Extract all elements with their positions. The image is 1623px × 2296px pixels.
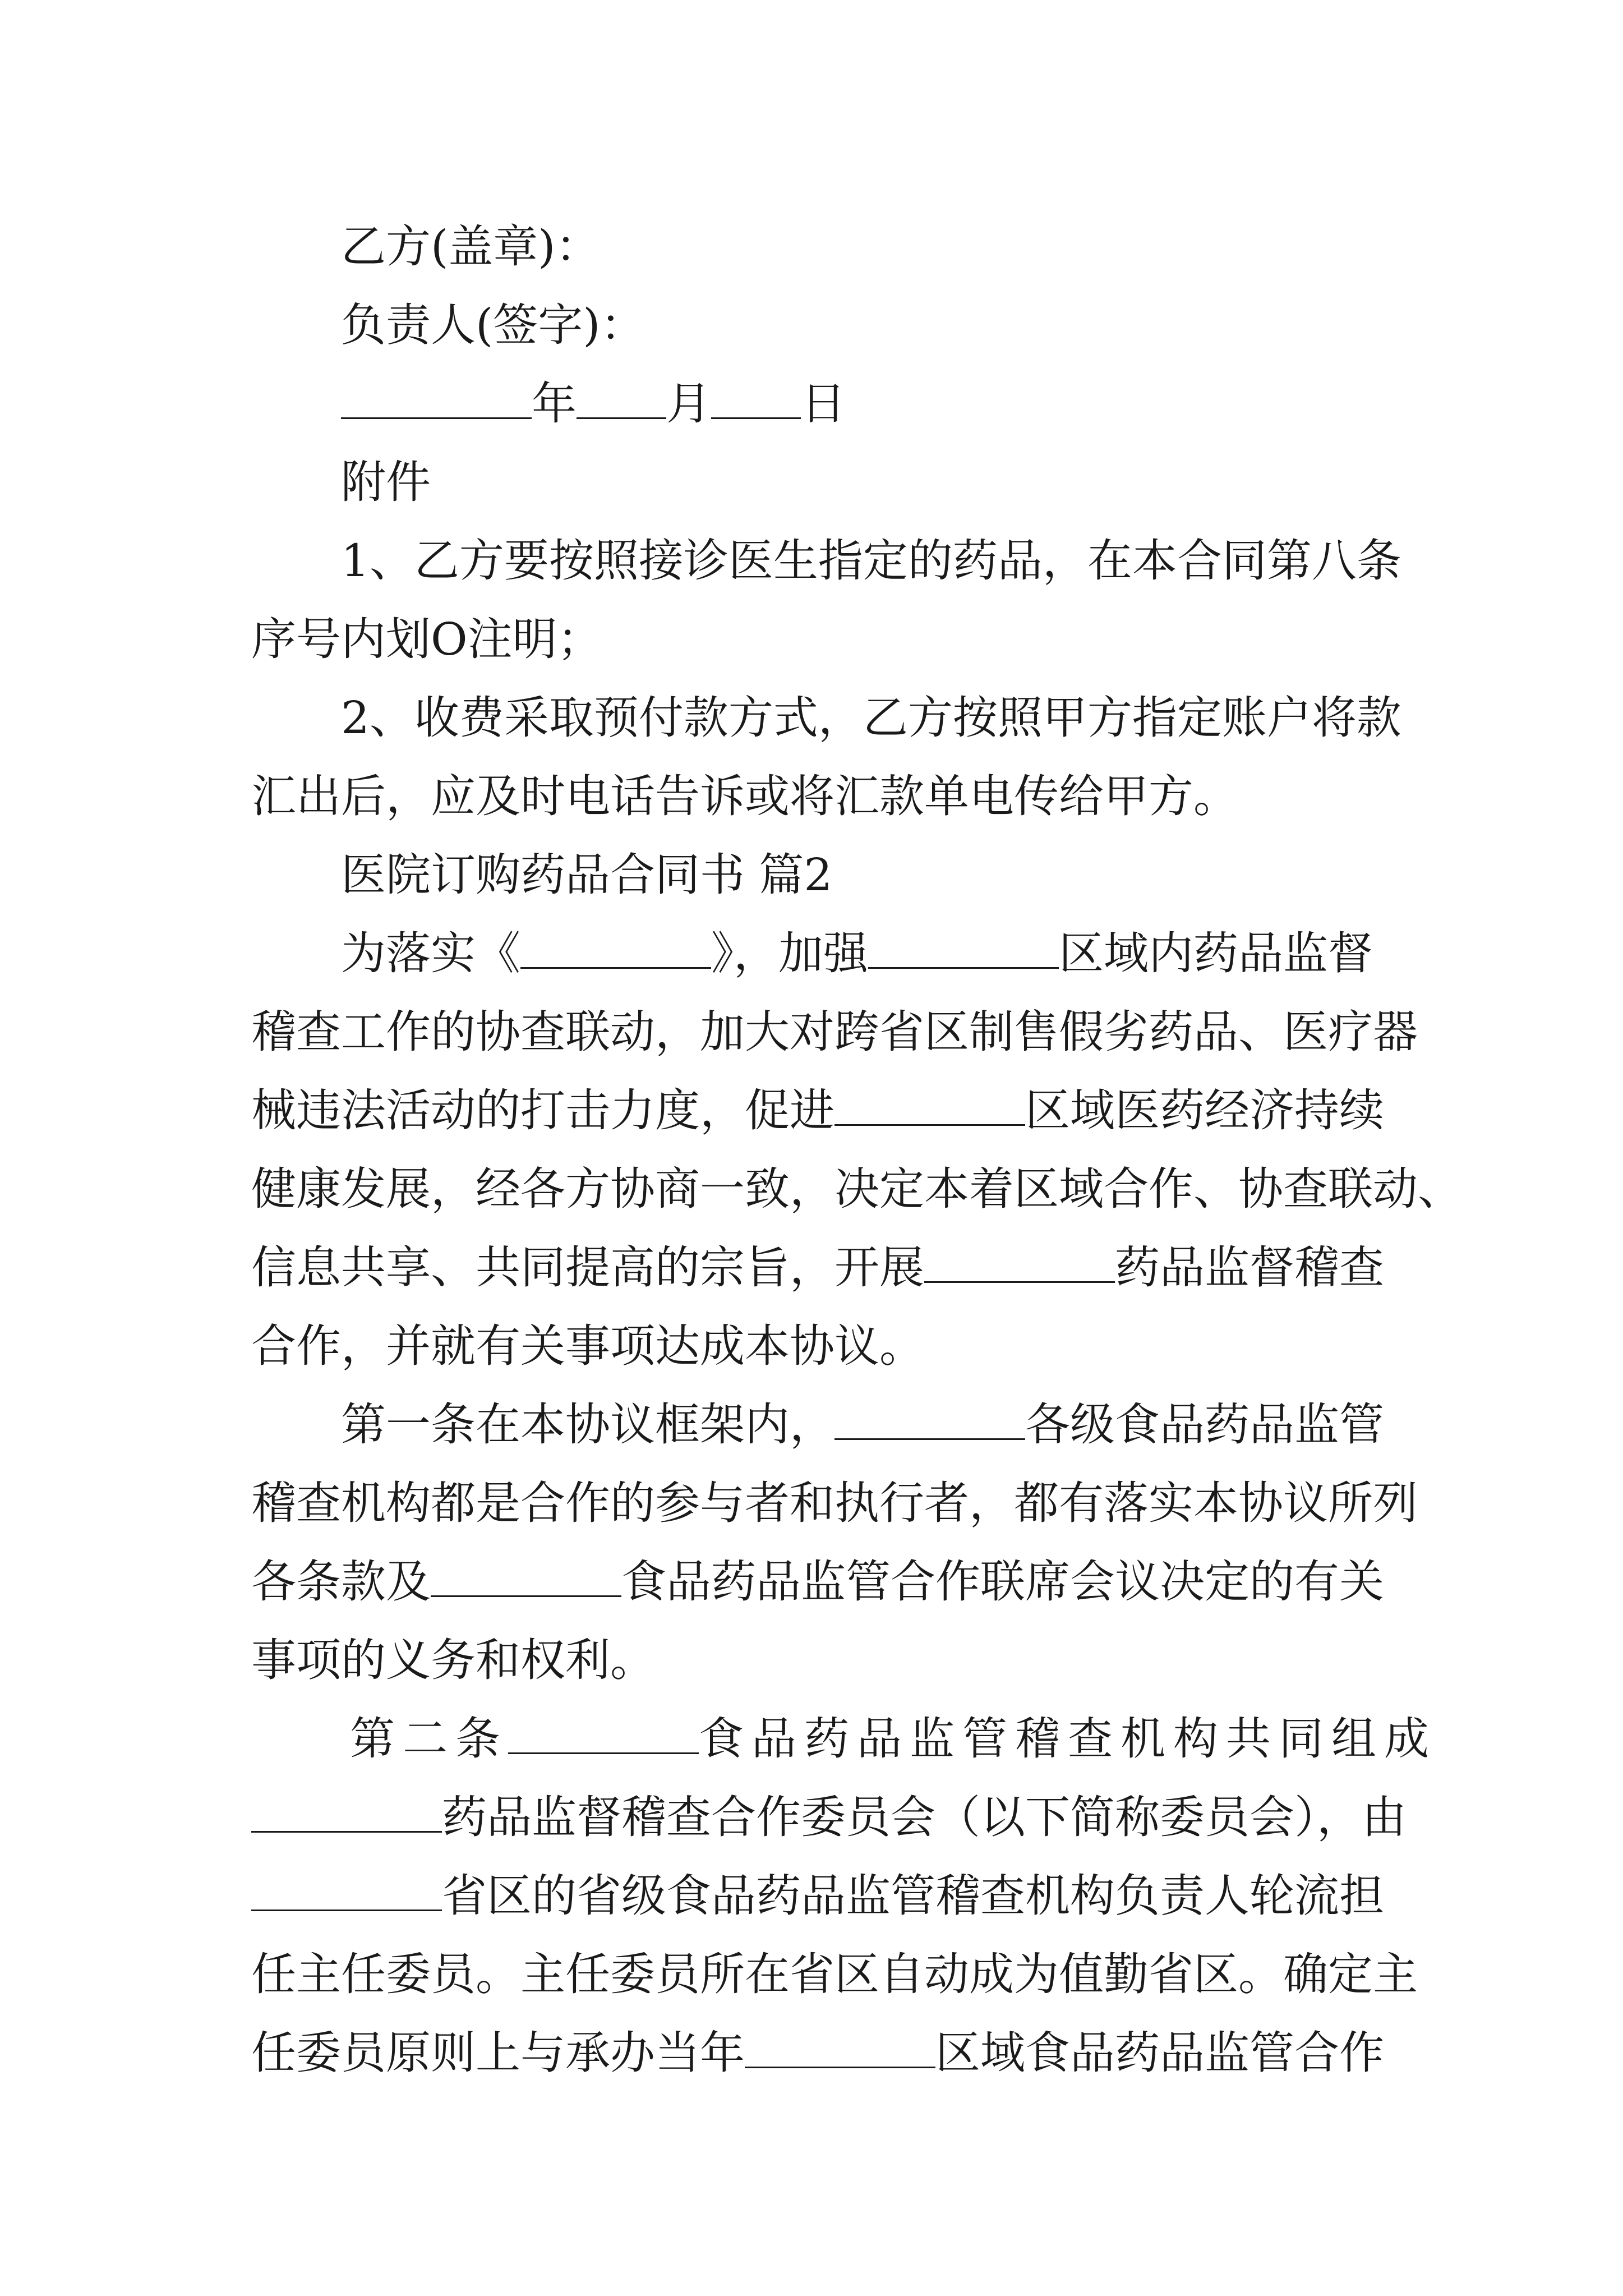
article2-line3	[251, 1857, 1384, 1935]
attachment-item1-line2	[251, 600, 602, 679]
para1-text: 》，加强	[711, 927, 868, 979]
article2-line1	[350, 1700, 1437, 1778]
para1-line2	[251, 993, 1418, 1071]
year-blank	[341, 378, 532, 419]
para1-line6	[251, 1307, 924, 1386]
attachment-item2-text1: 2、收费采取预付款方式，乙方按照甲方指定账户将款	[341, 692, 1401, 744]
day-blank	[711, 378, 801, 419]
article1-line3	[251, 1543, 1384, 1621]
article2-text: 区域食品药品监管合作	[935, 2027, 1384, 2079]
para1-text: 稽查工作的协查联动，加大对跨省区制售假劣药品、医疗器	[251, 1006, 1418, 1058]
article2-line2	[251, 1778, 1407, 1857]
article2-text: 第二条	[350, 1713, 508, 1765]
section-heading	[341, 836, 832, 914]
fill-blank	[251, 1792, 442, 1833]
fill-blank	[520, 928, 711, 969]
para1-text: 区域医药经济持续	[1025, 1084, 1384, 1137]
fill-blank	[924, 1242, 1115, 1283]
attachment-item1-line1	[341, 522, 1401, 600]
day-label: 日	[801, 378, 846, 430]
fill-blank	[508, 1713, 699, 1754]
attachment-item1-text2: 序号内划O注明；	[251, 613, 602, 665]
article1-line2	[251, 1464, 1418, 1543]
para1-text: 区域内药品监督	[1059, 927, 1373, 979]
article1-line1	[341, 1386, 1384, 1464]
article2-line4	[251, 1935, 1418, 2014]
para1-text: 械违法活动的打击力度，促进	[251, 1084, 834, 1137]
signature-date-line	[341, 365, 846, 443]
year-label: 年	[532, 378, 577, 430]
article2-text: 省区的省级食品药品监管稽查机构负责人轮流担	[442, 1870, 1384, 1922]
fill-blank	[431, 1556, 621, 1597]
article1-text: 稽查机构都是合作的参与者和执行者，都有落实本协议所列	[251, 1477, 1418, 1529]
article1-text: 食品药品监管合作联席会议决定的有关	[621, 1556, 1384, 1608]
article1-text: 各级食品药品监管	[1025, 1398, 1384, 1451]
para1-text: 药品监督稽查	[1115, 1241, 1384, 1294]
article1-line4	[251, 1621, 655, 1700]
article1-text: 各条款及	[251, 1556, 431, 1608]
article1-text: 第一条在本协议框架内，	[341, 1398, 834, 1451]
article2-text: 药品监督稽查合作委员会（以下简称委员会），由	[442, 1791, 1407, 1843]
para1-text: 信息共享、共同提高的宗旨，开展	[251, 1241, 924, 1294]
month-label: 月	[666, 378, 711, 430]
fill-blank	[834, 1399, 1025, 1440]
para1-line5	[251, 1228, 1384, 1307]
fill-blank	[834, 1085, 1025, 1126]
person-in-charge-label: 负责人(签字)：	[341, 299, 645, 351]
fill-blank	[745, 2027, 935, 2068]
attachment-item2-line2	[251, 757, 1238, 836]
fill-blank	[868, 928, 1059, 969]
para1-line4	[251, 1150, 1463, 1228]
fill-blank	[251, 1870, 442, 1911]
attachment-item2-line1	[341, 679, 1401, 757]
attachment-title-text: 附件	[341, 456, 431, 508]
article2-line5	[251, 2014, 1384, 2092]
person-in-charge-line	[341, 286, 645, 365]
para1-text: 为落实《	[341, 927, 520, 979]
party-b-seal-label: 乙方(盖章)：	[341, 220, 601, 273]
para1-text: 健康发展，经各方协商一致，决定本着区域合作、协查联动、	[251, 1163, 1463, 1215]
party-b-seal-line	[341, 208, 600, 286]
attachment-title	[341, 443, 431, 522]
attachment-item1-text1: 1、乙方要按照接诊医生指定的药品，在本合同第八条	[341, 535, 1401, 587]
article1-text: 事项的义务和权利。	[251, 1634, 655, 1686]
article2-text: 任主任委员。主任委员所在省区自动成为值勤省区。确定主	[251, 1948, 1418, 2000]
month-blank	[577, 378, 666, 419]
section-heading-text: 医院订购药品合同书 篇2	[341, 849, 833, 901]
para1-text: 合作，并就有关事项达成本协议。	[251, 1320, 924, 1372]
attachment-item2-text2: 汇出后，应及时电话告诉或将汇款单电传给甲方。	[251, 770, 1238, 822]
article2-text: 食品药品监管稽查机构共同组成	[699, 1713, 1437, 1765]
para1-line1	[341, 914, 1373, 993]
para1-line3	[251, 1071, 1384, 1150]
article2-text: 任委员原则上与承办当年	[251, 2027, 745, 2079]
